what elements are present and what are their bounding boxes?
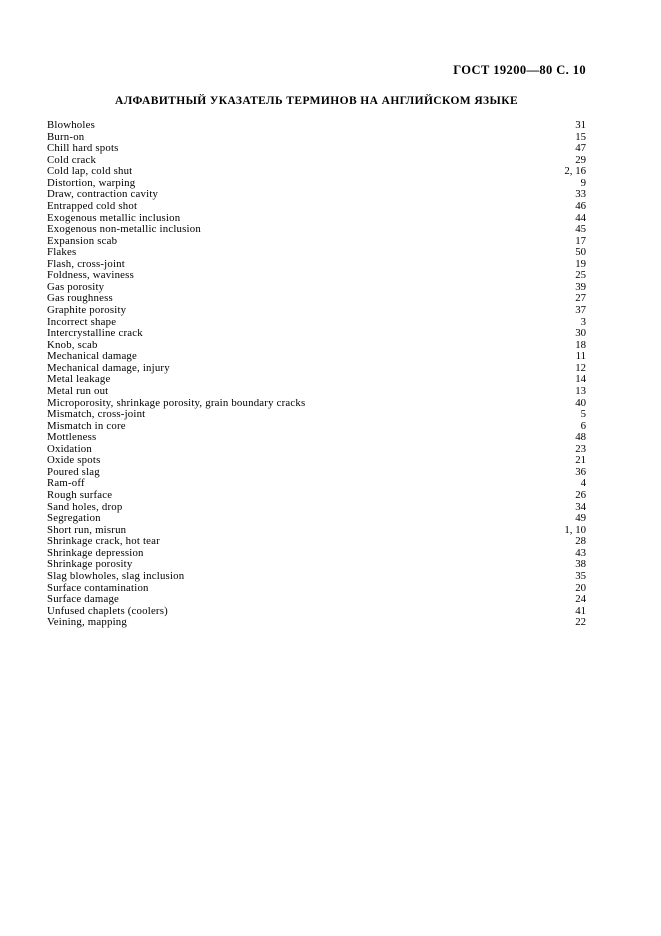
term-label: Entrapped cold shot [47, 199, 138, 212]
index-row [47, 201, 586, 213]
term-label: Flakes [47, 246, 77, 259]
page-number: 43 [575, 546, 586, 559]
term-label: Surface damage [47, 593, 120, 606]
index-row [47, 363, 586, 375]
page-number: 45 [575, 223, 586, 236]
term-label: Metal leakage [47, 373, 111, 386]
page-number: 13 [575, 384, 586, 397]
page-number: 3 [580, 315, 586, 328]
term-label: Mottleness [47, 431, 97, 444]
term-label: Chill hard spots [47, 142, 119, 155]
index-row [47, 594, 586, 606]
term-label: Sand holes, drop [47, 500, 123, 513]
term-label: Short run, misrun [47, 523, 127, 536]
term-label: Rough surface [47, 489, 113, 501]
index-row [47, 467, 586, 479]
index-row [47, 143, 586, 155]
term-label: Mechanical damage [47, 350, 138, 363]
page-number: 21 [575, 454, 586, 467]
page-number: 9 [580, 176, 586, 189]
term-label: Distortion, warping [47, 176, 136, 189]
term-label: Cold crack [47, 153, 97, 166]
term-label: Knob, scab [47, 338, 98, 351]
term-label: Blowholes [47, 119, 95, 131]
page-number: 41 [575, 604, 586, 617]
term-label: Expansion scab [47, 234, 118, 247]
page-number: 46 [575, 199, 586, 212]
page-number: 5 [580, 408, 586, 421]
term-label: Mismatch in core [47, 419, 126, 432]
page-number: 35 [575, 569, 586, 582]
term-label: Metal run out [47, 384, 109, 397]
index-row [47, 328, 586, 340]
term-label: Cold lap, cold shut [47, 165, 133, 178]
page-number: 24 [575, 593, 586, 606]
index-row [47, 478, 586, 490]
term-label: Microporosity, shrinkage porosity, grain boundary cracks [47, 396, 306, 409]
index-row [47, 305, 586, 317]
document-header: ГОСТ 19200—80 С. 10 [453, 63, 586, 77]
page-number: 44 [575, 211, 586, 224]
index-list [47, 120, 586, 629]
term-label: Mechanical damage, injury [47, 361, 170, 374]
term-label: Oxide spots [47, 454, 101, 467]
page-number: 50 [575, 246, 586, 259]
page-number: 28 [575, 535, 586, 548]
index-row [47, 386, 586, 398]
page-number: 4 [580, 477, 586, 490]
term-label: Gas porosity [47, 280, 105, 293]
term-label: Poured slag [47, 465, 100, 478]
index-row [47, 224, 586, 236]
term-label: Surface contamination [47, 581, 149, 594]
term-label: Incorrect shape [47, 315, 117, 328]
page-number: 23 [575, 442, 586, 455]
term-label: Veining, mapping [47, 616, 127, 629]
term-label: Draw, contraction cavity [47, 188, 159, 201]
page-number: 6 [580, 419, 586, 432]
page-number: 36 [575, 465, 586, 478]
page-number: 12 [575, 361, 586, 374]
page-number: 48 [575, 431, 586, 444]
index-row [47, 236, 586, 248]
index-row [47, 513, 586, 525]
page-number: 1, 10 [564, 523, 586, 536]
page-number: 31 [575, 119, 586, 131]
term-label: Burn-on [47, 130, 85, 143]
page-number: 20 [575, 581, 586, 594]
term-label: Unfused chaplets (coolers) [47, 604, 168, 617]
page-number: 26 [575, 489, 586, 501]
document-title: АЛФАВИТНЫЙ УКАЗАТЕЛЬ ТЕРМИНОВ НА АНГЛИЙСКОМ ЯЗЫКЕ [114, 95, 519, 107]
page-number: 30 [575, 327, 586, 340]
term-label: Exogenous non-metallic inclusion [47, 223, 201, 236]
index-row [47, 132, 586, 144]
term-label: Exogenous metallic inclusion [47, 211, 181, 224]
index-row [47, 444, 586, 456]
page-number: 18 [575, 338, 586, 351]
index-row [47, 571, 586, 583]
term-label: Shrinkage porosity [47, 558, 133, 571]
index-row [47, 455, 586, 467]
page-number: 11 [575, 350, 586, 363]
page-number: 39 [575, 280, 586, 293]
term-label: Flash, cross-joint [47, 257, 125, 270]
page-number: 47 [575, 142, 586, 155]
term-label: Shrinkage crack, hot tear [47, 535, 160, 548]
page-number: 33 [575, 188, 586, 201]
term-label: Shrinkage depression [47, 546, 144, 559]
term-label: Slag blowholes, slag inclusion [47, 569, 185, 582]
page-number: 40 [575, 396, 586, 409]
index-row [47, 432, 586, 444]
index-row [47, 421, 586, 433]
page-number: 27 [575, 292, 586, 305]
index-row [47, 583, 586, 595]
index-row [47, 502, 586, 514]
term-label: Segregation [47, 512, 101, 525]
page-number: 17 [575, 234, 586, 247]
index-row [47, 490, 586, 502]
page-number: 38 [575, 558, 586, 571]
index-row [47, 409, 586, 421]
page-number: 34 [575, 500, 586, 513]
page-number: 14 [575, 373, 586, 386]
term-label: Foldness, waviness [47, 269, 134, 282]
index-row [47, 247, 586, 259]
page-number: 22 [575, 616, 586, 629]
term-label: Oxidation [47, 442, 92, 455]
index-row [47, 270, 586, 282]
page-number: 37 [575, 304, 586, 316]
page-number: 29 [575, 153, 586, 166]
term-label: Gas roughness [47, 292, 113, 305]
term-label: Intercrystalline crack [47, 327, 143, 340]
index-row [47, 120, 586, 132]
index-row [47, 617, 586, 629]
term-label: Ram-off [47, 477, 85, 490]
page-number: 2, 16 [564, 165, 586, 178]
page-number: 49 [575, 512, 586, 525]
page-number: 19 [575, 257, 586, 270]
index-row [47, 282, 586, 294]
term-label: Graphite porosity [47, 304, 127, 316]
term-label: Mismatch, cross-joint [47, 408, 146, 421]
index-row [47, 293, 586, 305]
page-number: 25 [575, 269, 586, 282]
index-row [47, 374, 586, 386]
page-number: 15 [575, 130, 586, 143]
index-row [47, 606, 586, 618]
